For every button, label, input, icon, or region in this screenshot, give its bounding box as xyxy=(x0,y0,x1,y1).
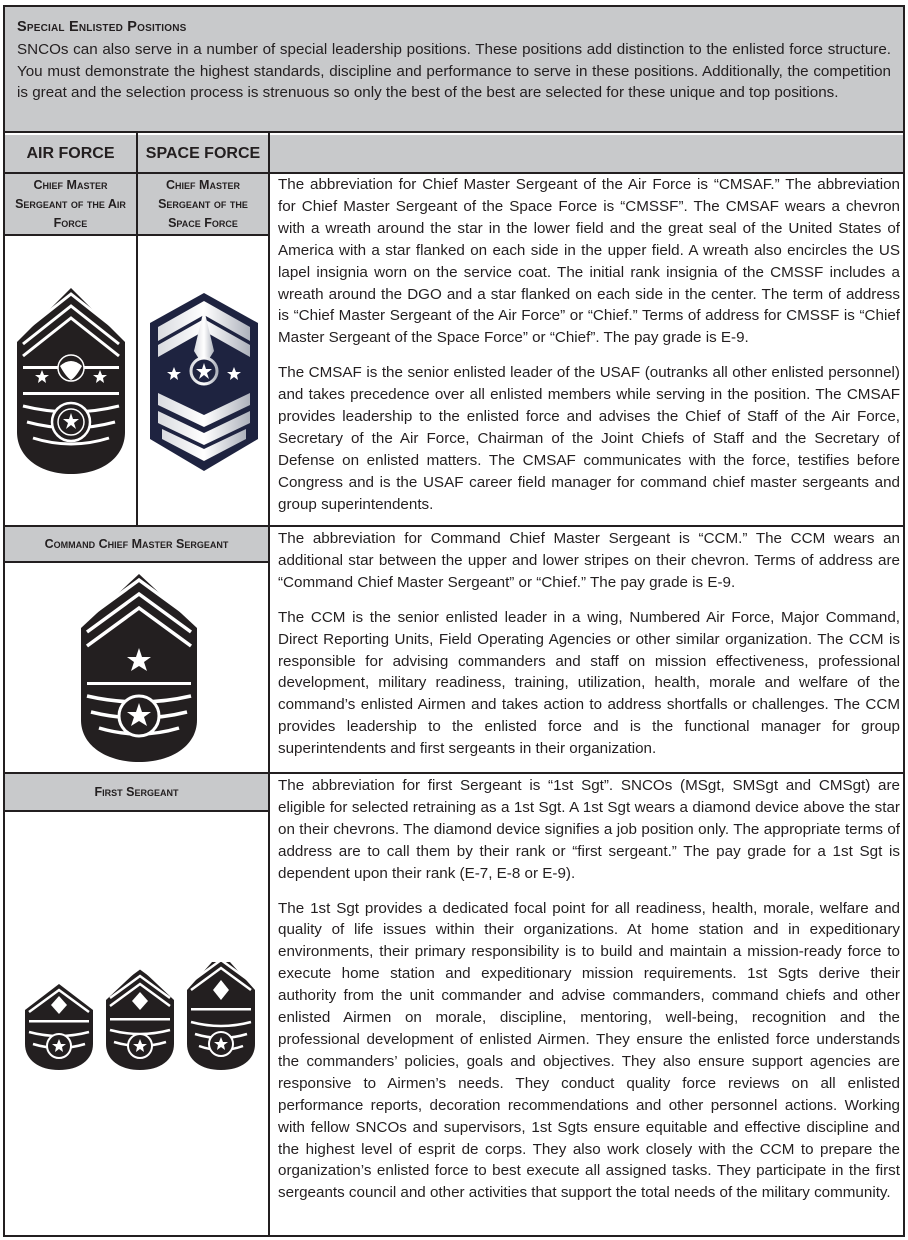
first-sergeant-chevrons-icon xyxy=(23,962,259,1074)
cmsaf-paragraph-2: The CMSAF is the senior enlisted leader of the USAF (outranks all other enlisted personnel) and takes precedence over all enlisted members while serving in the position. The CMSAF provides leadership to the enlisted force and advises the Chief of Staff of the Air Force, Secretary of the Air Force, Chairman of the Joint Chiefs of Staff and the Secretary of Defense on enlisted matters. The CMSAF communicates with the force, testifies before Congress and is the USAF career field manager for command chief master sergeants and group superintendents. xyxy=(278,364,900,513)
grid-line xyxy=(5,810,268,812)
cmsaf-chevron-icon xyxy=(13,282,129,478)
column-header-space-force: SPACE FORCE xyxy=(138,135,268,172)
column-header-air-force: AIR FORCE xyxy=(5,135,136,172)
grid-line xyxy=(136,133,138,525)
first-sergeant-paragraph-2: The 1st Sgt provides a dedicated focal point for all readiness, health, morale, welfare and quality of life issues within their organizations. At home station and in expeditionary environments, their primary responsibility is to build and maintain a mission-ready force to execute home station and expeditionary mission requirements. 1st Sgts derive their authority from the unit commander and advise commanders, command chiefs and other enlisted Airmen on morale, discipline, mentoring, well-being, recognition and the professional development of enlisted Airmen. They ensure the enlisted force understands the commanders’ policies, goals and objectives. They also ensure support agencies are responsive to Airmen’s needs. They conduct quality force reviews on all enlisted performance reports, decoration recommendations and other personnel actions. Working with fellow SNCOs and supervisors, 1st Sgts ensure equitable and effective discipline and the highest level of esprit de corps. They also work closely with the CCM to prepare the organization’s enlisted force to best execute all assigned tasks. They participate in the first sergeants council and other activities that support the total needs of the military community. xyxy=(278,899,900,1202)
rank-title-ccm: Command Chief Master Sergeant xyxy=(5,527,268,561)
ccm-paragraph-2: The CCM is the senior enlisted leader in a wing, Numbered Air Force, Major Command, Direct Reporting Units, Field Operating Agencies or other similar organization. The CCM is responsible for advising commanders and staff on mission effectiveness, professional development, military readiness, training, utilization, health, morale and welfare of the command’s enlisted Airmen and takes action to address shortfalls or challenges. The CCM provides leadership to the enlisted force and is the functional manager for group superintendents and first sergeants in their organization. xyxy=(278,608,900,758)
ccm-description xyxy=(278,528,900,760)
grid-line xyxy=(268,133,270,1237)
rank-title-first-sergeant: First Sergeant xyxy=(5,774,268,810)
first-sergeant-description xyxy=(278,775,900,1204)
ccm-paragraph-1: The abbreviation for Command Chief Master Sergeant is “CCM.” The CCM wears an additional star between the upper and lower stripes on their chevron. Terms of address are “Command Chief Master Sergeant” or “Chief.” The pay grade is E-9. xyxy=(278,530,900,591)
column-header-blank xyxy=(270,135,903,172)
intro-paragraph: SNCOs can also serve in a number of special leadership positions. These positions add distinction to the enlisted force structure. You must demonstrate the highest standards, discipline and performance to serve in these positions. Additionally, the competition is great and the selection process is strenuous so only the best of the best are selected for these unique and top positions. xyxy=(17,41,891,101)
cmsaf-paragraph-1: The abbreviation for Chief Master Sergeant of the Air Force is “CMSAF.” The abbreviation for Chief Master Sergeant of the Space Force is “CMSSF”. The CMSAF wears a chevron with a wreath around the star in the lower field and the great seal of the United States of America with a star flanked on each side in the upper field. A wreath also encircles the US lapel insignia worn on the service coat. The initial rank insignia of the CMSSF includes a wreath around the DGO and a star flanked on each side in the center. The term of address is “Chief Master Sergeant of the Air Force” or “Chief.” Terms of address for CMSSF is “Chief Master Sergeant of the Space Force” or “Chief”. The pay grade is E-9. xyxy=(278,176,900,347)
grid-line xyxy=(5,772,903,774)
ccm-chevron-icon xyxy=(77,570,201,766)
grid-line xyxy=(5,525,903,527)
cmsaf-description xyxy=(278,174,900,516)
grid-line xyxy=(5,561,268,563)
first-sergeant-paragraph-1: The abbreviation for first Sergeant is “1st Sgt”. SNCOs (MSgt, SMSgt and CMSgt) are eligible for selected retraining as a 1st Sgt. A 1st Sgt wears a diamond device above the star on their chevrons. The diamond device signifies a job position only. The appropriate terms of address are to call them by their rank or “first sergeant.” The pay grade for a 1st Sgt is dependent upon their rank (E-7, E-8 or E-9). xyxy=(278,777,900,882)
intro-box xyxy=(5,7,903,133)
special-enlisted-positions-page xyxy=(3,5,905,1237)
rank-title-cmsaf: Chief Master Sergeant of the Air Force xyxy=(5,174,136,234)
rank-title-cmssf: Chief Master Sergeant of the Space Force xyxy=(138,174,268,234)
section-title: Special Enlisted Positions xyxy=(17,19,187,35)
cmssf-insignia-icon xyxy=(146,289,262,475)
